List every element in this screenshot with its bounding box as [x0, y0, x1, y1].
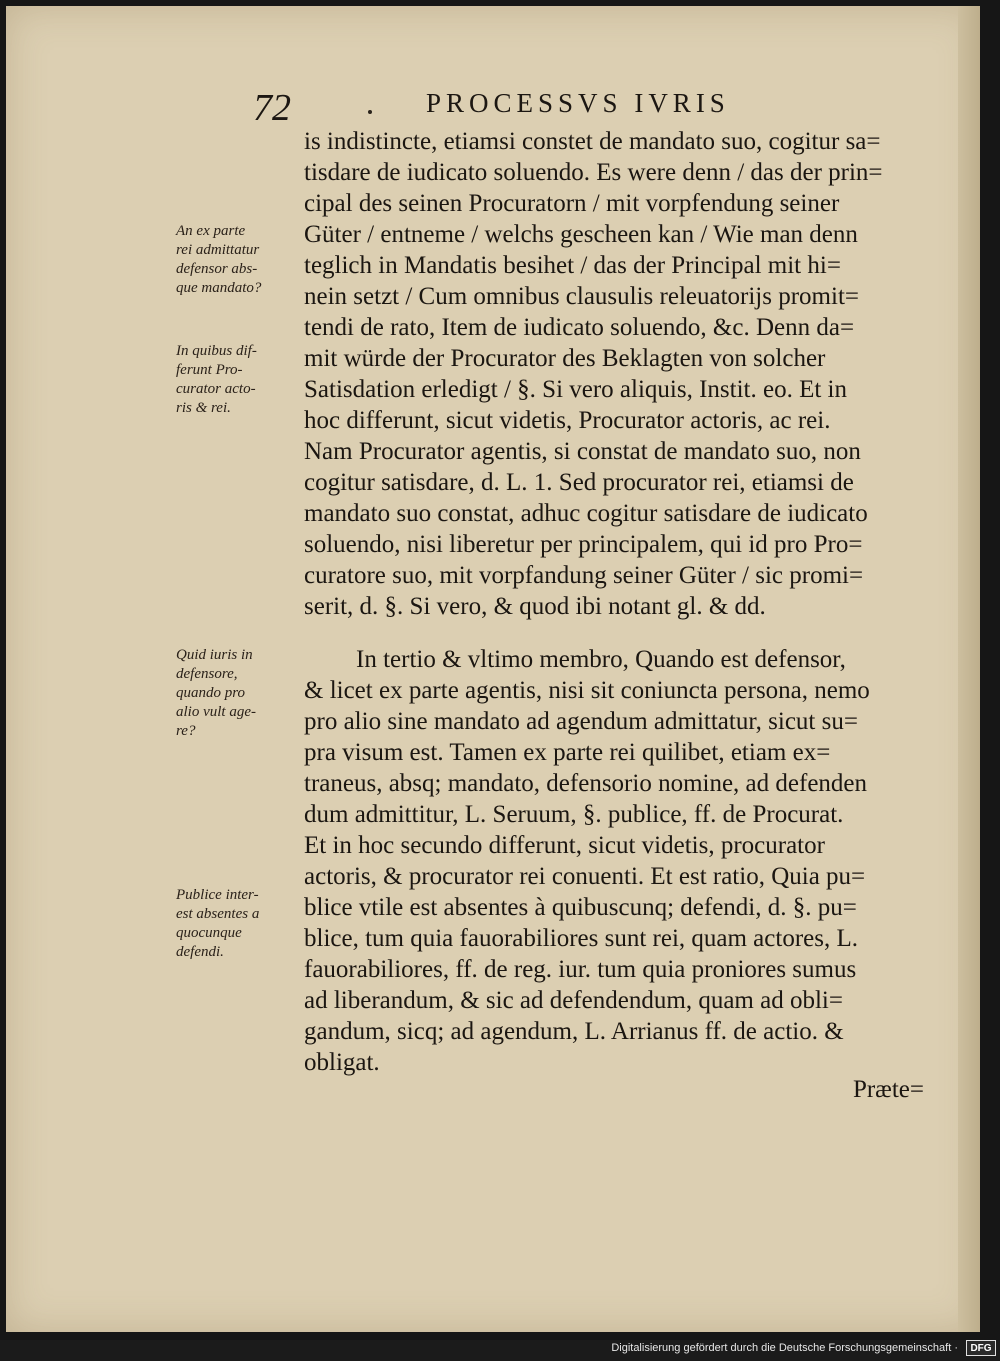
- note-line: re?: [176, 723, 196, 739]
- margin-note-3: [176, 646, 306, 741]
- text-line: In tertio & vltimo membro, Quando est defensor,: [356, 646, 846, 673]
- page-edge: [958, 6, 980, 1332]
- text-line: & licet ex parte agentis, nisi sit coniuncta persona, nemo: [304, 677, 870, 704]
- text-line: tendi de rato, Item de iudicato soluendo, &c. Denn da=: [304, 314, 855, 341]
- note-line: quando pro: [176, 685, 246, 701]
- note-line: In quibus dif-: [176, 343, 257, 359]
- text-line: mandato suo constat, adhuc cogitur satisdare de iudicato: [304, 500, 868, 527]
- text-line: curatore suo, mit vorpfandung seiner Güter / sic promi=: [304, 562, 864, 589]
- note-line: alio vult age-: [176, 704, 256, 720]
- text-line: mit würde der Procurator des Beklagten von solcher: [304, 345, 826, 372]
- body-paragraph-2: [304, 644, 944, 1078]
- running-head: PROCESSVS IVRIS: [426, 88, 730, 118]
- text-line: Satisdation erledigt / §. Si vero aliquis, Instit. eo. Et in: [304, 376, 847, 403]
- text-line: traneus, absq; mandato, defensorio nomine, ad defenden: [304, 770, 868, 797]
- text-line: fauorabiliores, ff. de reg. iur. tum quia proniores sumus: [304, 956, 857, 983]
- text-line: hoc differunt, sicut videtis, Procurator actoris, ac rei.: [304, 407, 831, 434]
- text-line: pra visum est. Tamen ex parte rei quilibet, etiam ex=: [304, 739, 831, 766]
- note-line: curator acto-: [176, 381, 256, 397]
- note-line: quocunque: [176, 925, 242, 941]
- text-line: gandum, sicq; ad agendum, L. Arrianus ff. de actio. &: [304, 1018, 844, 1045]
- text-line: dum admittitur, L. Seruum, §. publice, ff. de Procurat.: [304, 801, 844, 828]
- text-line: serit, d. §. Si vero, & quod ibi notant gl. & dd.: [304, 593, 766, 620]
- note-line: ris & rei.: [176, 400, 231, 416]
- text-line: nein setzt / Cum omnibus clausulis releuatorijs promit=: [304, 283, 859, 310]
- note-line: rei admittatur: [176, 242, 260, 258]
- page-number: 72: [253, 87, 291, 129]
- note-line: est absentes a: [176, 906, 260, 922]
- note-line: que mandato?: [176, 280, 262, 296]
- text-line: obligat.: [304, 1049, 380, 1076]
- text-line: Güter / entneme / welchs gescheen kan / Wie man denn: [304, 221, 858, 248]
- book-page: [6, 6, 980, 1332]
- text-line: is indistincte, etiamsi constet de mandato suo, cogitur sa=: [304, 128, 881, 155]
- text-line: cogitur satisdare, d. L. 1. Sed procurator rei, etiamsi de: [304, 469, 854, 496]
- note-line: Quid iuris in: [176, 647, 253, 663]
- text-line: soluendo, nisi liberetur per principalem, qui id pro Pro=: [304, 531, 863, 558]
- digitization-credit: Digitalisierung gefördert durch die Deutsche Forschungsgemeinschaft ·: [611, 1342, 958, 1354]
- note-line: ferunt Pro-: [176, 362, 243, 378]
- text-line: blice, tum quia fauorabiliores sunt rei, quam actores, L.: [304, 925, 858, 952]
- text-line: tisdare de iudicato soluendo. Es were denn / das der prin=: [304, 159, 883, 186]
- text-line: Et in hoc secundo differunt, sicut videtis, procurator: [304, 832, 825, 859]
- text-line: cipal des seinen Procuratorn / mit vorpfendung seiner: [304, 190, 840, 217]
- note-line: defensor abs-: [176, 261, 258, 277]
- note-line: defendi.: [176, 944, 224, 960]
- text-line: ad liberandum, & sic ad defendendum, quam ad obli=: [304, 987, 843, 1014]
- catchword: Præte=: [852, 1076, 924, 1103]
- margin-note-4: [176, 886, 306, 962]
- ink-mark: [368, 110, 372, 114]
- margin-note-1: [176, 222, 306, 298]
- text-line: pro alio sine mandato ad agendum admittatur, sicut su=: [304, 708, 858, 735]
- note-line: An ex parte: [176, 223, 246, 239]
- margin-note-2: [176, 342, 306, 418]
- text-line: Nam Procurator agentis, si constat de mandato suo, non: [304, 438, 861, 465]
- text-line: blice vtile est absentes à quibuscunq; defendi, d. §. pu=: [304, 894, 857, 921]
- dfg-logo-icon: DFG: [966, 1340, 996, 1356]
- body-paragraph-1: [304, 126, 944, 622]
- text-line: teglich in Mandatis besihet / das der Principal mit hi=: [304, 252, 841, 279]
- note-line: defensore,: [176, 666, 238, 682]
- text-line: actoris, & procurator rei conuenti. Et est ratio, Quia pu=: [304, 863, 866, 890]
- note-line: Publice inter-: [176, 887, 259, 903]
